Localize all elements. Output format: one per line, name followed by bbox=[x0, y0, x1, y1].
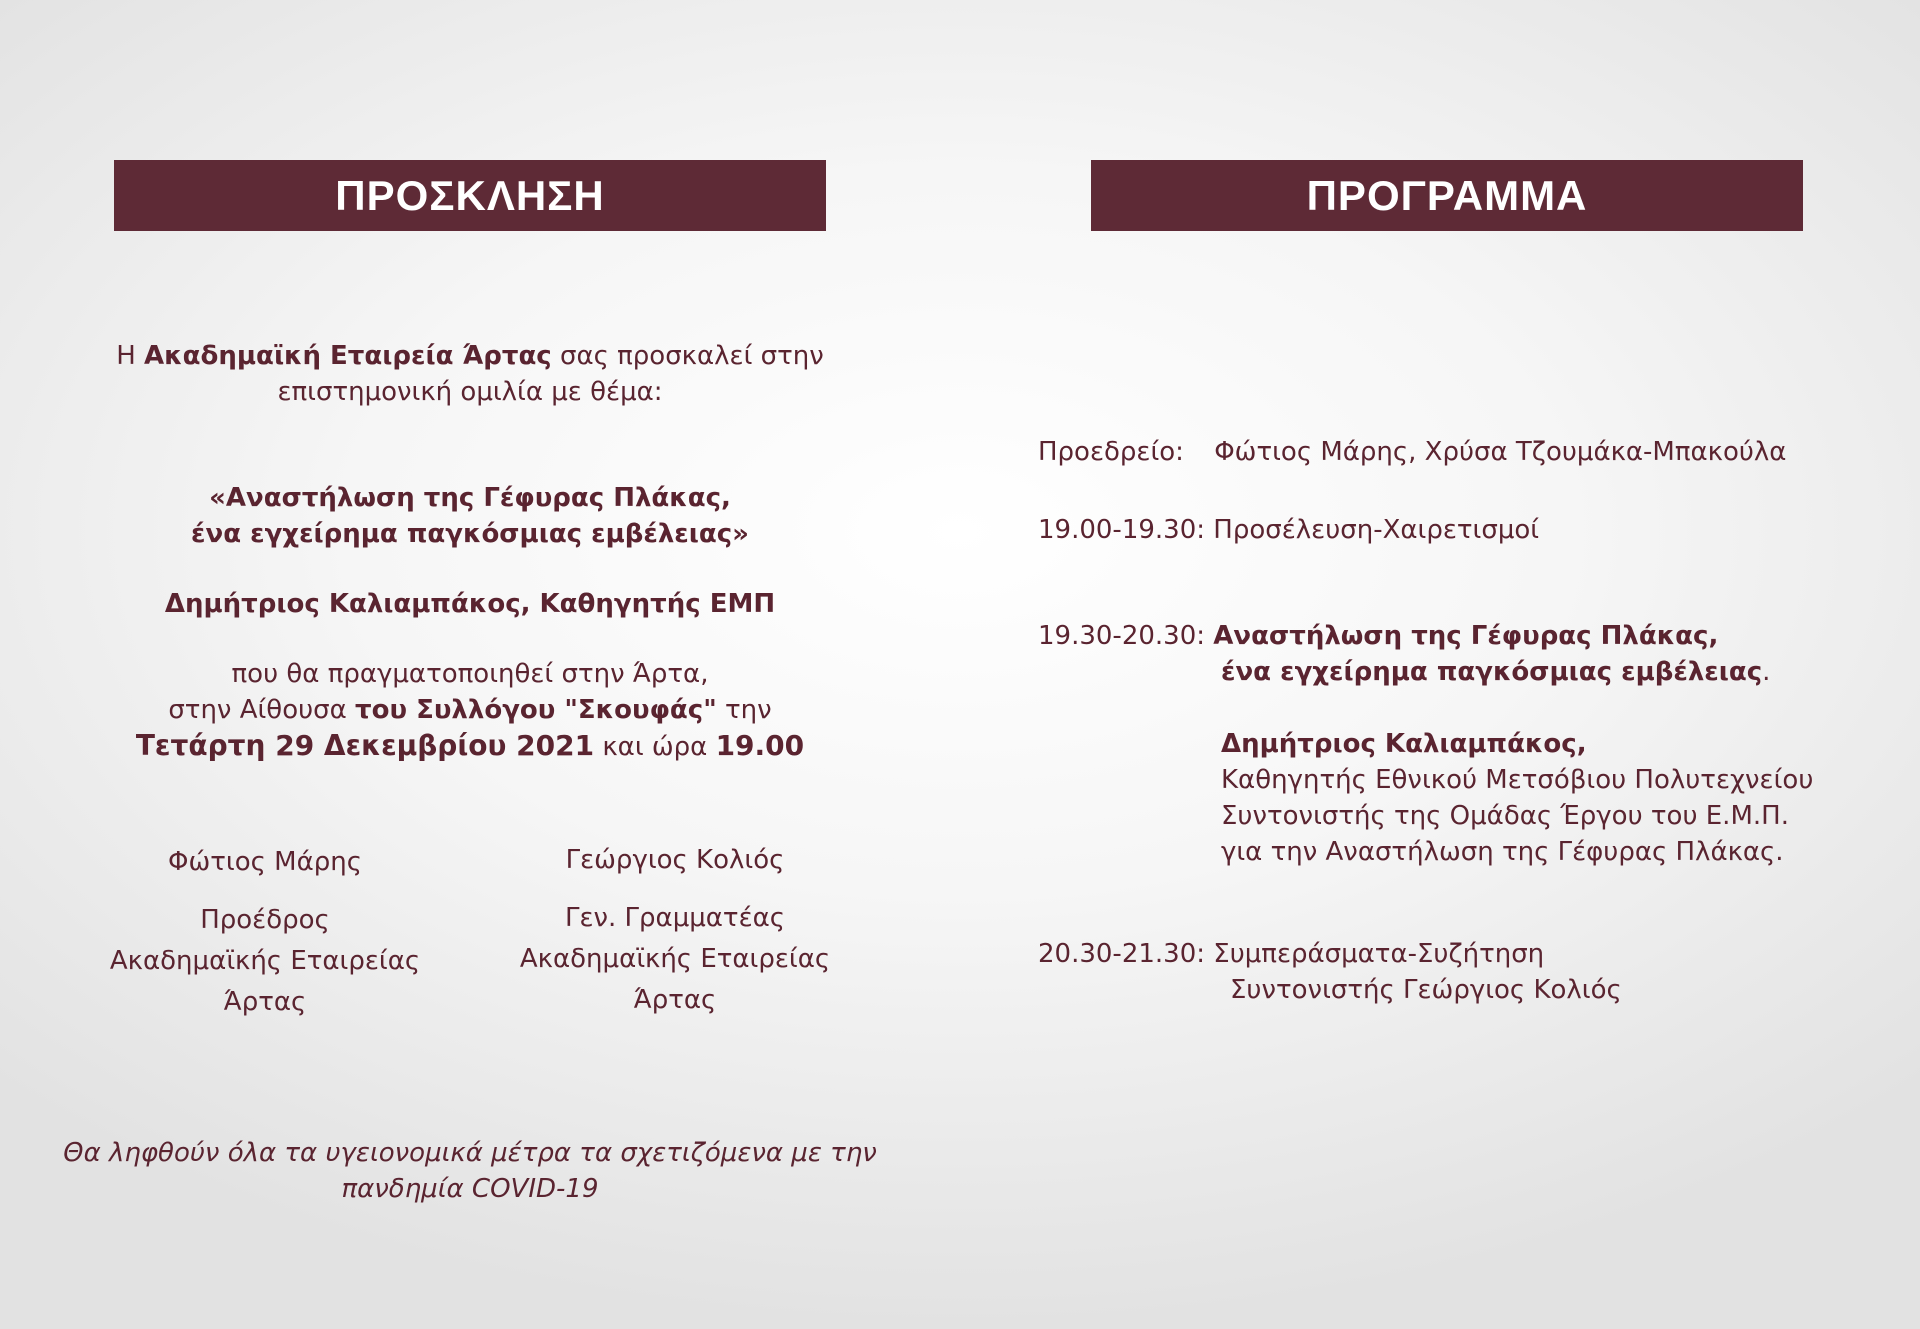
lecture-speaker: Δημήτριος Καλιαμπάκος, Καθηγητής ΕΜΠ bbox=[164, 589, 776, 619]
venue-hall: του Συλλόγου "Σκουφάς" bbox=[355, 695, 717, 725]
intro-line-2: επιστημονική ομιλία με θέμα: bbox=[277, 377, 663, 407]
slot-title-line-1 bbox=[1038, 618, 1813, 654]
event-date: Τετάρτη 29 Δεκεμβρίου 2021 bbox=[135, 729, 595, 762]
lecture-topic bbox=[114, 480, 826, 552]
venue-line-2 bbox=[114, 692, 826, 728]
lecture-title-end: . bbox=[1762, 657, 1771, 687]
event-time: 19.00 bbox=[715, 729, 805, 762]
program-slot-lecture bbox=[1038, 618, 1813, 870]
time-prefix: και ώρα bbox=[602, 732, 708, 762]
role-line-3: Άρτας bbox=[633, 985, 717, 1015]
slot-time: 19.00-19.30: bbox=[1038, 515, 1206, 545]
organization-name: Ακαδημαϊκή Εταιρεία Άρτας bbox=[144, 341, 552, 371]
lecture-title-1: Αναστήλωση της Γέφυρας Πλάκας, bbox=[1213, 621, 1719, 651]
role-line-3: Άρτας bbox=[223, 987, 307, 1017]
venue-line-1: που θα πραγματοποιηθεί στην Άρτα, bbox=[231, 659, 709, 689]
speaker-detail-2: Συντονιστής της Ομάδας Έργου του Ε.Μ.Π. bbox=[1221, 801, 1789, 831]
covid-notice bbox=[60, 1135, 880, 1207]
signatory-president bbox=[100, 842, 430, 1023]
signatory-role bbox=[510, 898, 840, 1021]
invitation-header bbox=[114, 160, 826, 231]
role-line-1: Προέδρος bbox=[200, 905, 330, 935]
intro-suffix: σας προσκαλεί στην bbox=[559, 341, 824, 371]
slot-title-line-2 bbox=[1038, 654, 1813, 690]
slot-description: Συμπεράσματα-Συζήτηση bbox=[1213, 939, 1545, 969]
program-header-text: ΠΡΟΓΡΑΜΜΑ bbox=[1306, 171, 1588, 219]
slot-description: Προσέλευση-Χαιρετισμοί bbox=[1213, 515, 1540, 545]
spacer bbox=[1038, 690, 1813, 726]
intro-line-1 bbox=[114, 338, 826, 374]
slot-time: 20.30-21.30: bbox=[1038, 939, 1206, 969]
lecture-venue bbox=[114, 656, 826, 765]
covid-line-1: Θα ληφθούν όλα τα υγειονομικά μέτρα τα σχετιζόμενα με την bbox=[63, 1138, 877, 1168]
venue-suffix: την bbox=[725, 695, 772, 725]
intro-prefix: Η bbox=[116, 341, 136, 371]
topic-line-1: «Αναστήλωση της Γέφυρας Πλάκας, bbox=[209, 483, 731, 513]
program-slot-discussion bbox=[1038, 936, 1622, 1008]
speaker-detail-1: Καθηγητής Εθνικού Μετσόβιου Πολυτεχνείου bbox=[1221, 765, 1814, 795]
program-presidium bbox=[1038, 434, 1786, 470]
program-header bbox=[1091, 160, 1803, 231]
role-line-2: Ακαδημαϊκής Εταιρείας bbox=[519, 944, 831, 974]
role-line-1: Γεν. Γραμματέας bbox=[564, 903, 786, 933]
presidium-label: Προεδρείο: bbox=[1038, 437, 1184, 467]
presidium-members: Φώτιος Μάρης, Χρύσα Τζουμάκα-Μπακούλα bbox=[1214, 437, 1787, 467]
covid-line-2: πανδημία COVID-19 bbox=[341, 1174, 599, 1204]
slot-line-1 bbox=[1038, 936, 1622, 972]
signatory-name: Φώτιος Μάρης bbox=[168, 847, 362, 877]
invitation-intro bbox=[114, 338, 826, 410]
signatory-secretary bbox=[510, 840, 840, 1021]
role-line-2: Ακαδημαϊκής Εταιρείας bbox=[109, 946, 421, 976]
signatory-role bbox=[100, 900, 430, 1023]
lecture-speaker-name: Δημήτριος Καλιαμπάκος, bbox=[1221, 729, 1587, 759]
invitation-header-text: ΠΡΟΣΚΛΗΣΗ bbox=[335, 171, 605, 219]
slot-line-2: Συντονιστής Γεώργιος Κολιός bbox=[1230, 975, 1622, 1005]
slot-time: 19.30-20.30: bbox=[1038, 621, 1206, 651]
venue-line-3 bbox=[114, 728, 826, 765]
topic-line-2: ένα εγχείρημα παγκόσμιας εμβέλειας» bbox=[191, 519, 749, 549]
lecture-title-2: ένα εγχείρημα παγκόσμιας εμβέλειας bbox=[1221, 657, 1763, 687]
venue-prefix: στην Αίθουσα bbox=[168, 695, 347, 725]
signatory-name: Γεώργιος Κολιός bbox=[565, 845, 785, 875]
speaker-detail-3: για την Αναστήλωση της Γέφυρας Πλάκας. bbox=[1221, 837, 1784, 867]
program-slot-welcome bbox=[1038, 512, 1539, 548]
